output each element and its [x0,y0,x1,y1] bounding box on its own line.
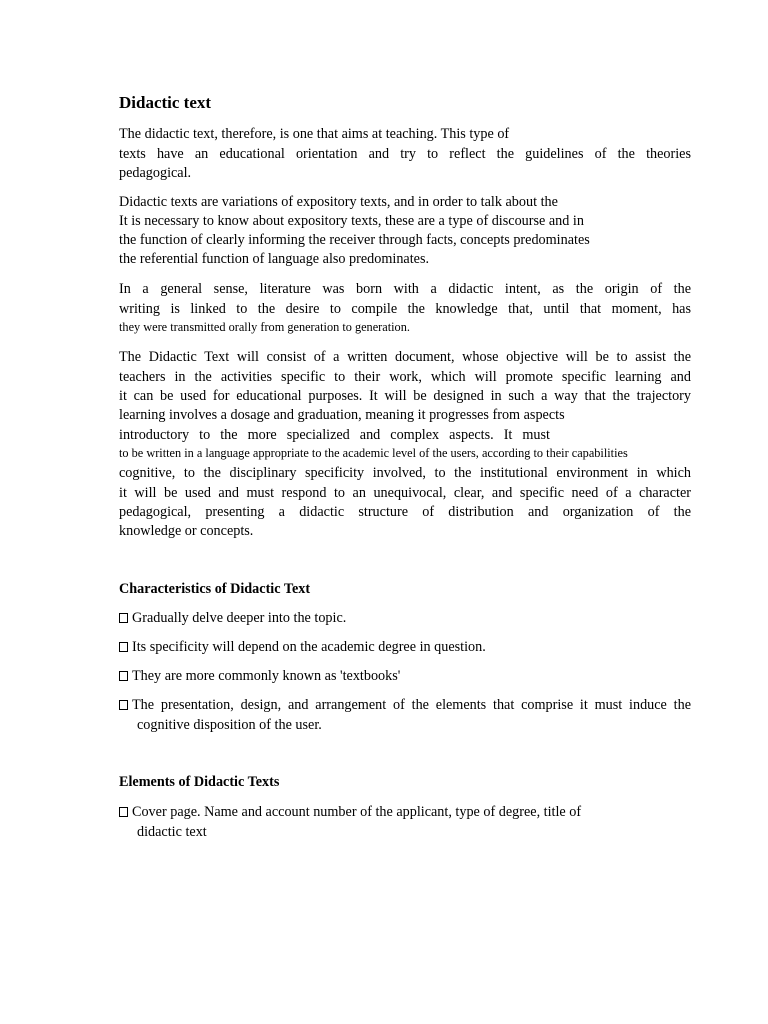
paragraph-2-line-3: the function of clearly informing the receiver through facts, concepts predominates [119,232,590,248]
paragraph-3-line-3: they were transmitted orally from generation to generation. [119,320,410,334]
list-item: The presentation, design, and arrangement of the elements that comprise it must induce the cognitive disposition of the user. [119,695,691,735]
list-item: They are more commonly known as 'textbooks' [119,666,691,686]
elements-heading: Elements of Didactic Texts [119,774,280,790]
paragraph-1-line-2: texts have an educational orientation and try to reflect the guidelines of the theories [119,146,691,162]
paragraph-4-line-9: pedagogical, presenting a didactic structure of distribution and organization of the [119,504,691,520]
paragraph-4-line-5: introductory to the more specialized and complex aspects. It must [119,427,550,443]
paragraph-2-line-2: It is necessary to know about expository texts, these are a type of discourse and in [119,213,584,229]
paragraph-3-line-2: writing is linked to the desire to compile the knowledge that, until that moment, has [119,301,691,317]
checkbox-bullet-icon [119,807,128,817]
checkbox-bullet-icon [119,613,128,623]
paragraph-4-line-4: learning involves a dosage and graduation, meaning it progresses from aspects [119,407,565,423]
list-item: Cover page. Name and account number of the applicant, type of degree, title of didactic text [119,802,691,842]
paragraph-4-line-10: knowledge or concepts. [119,523,254,539]
page-title: Didactic text [119,93,212,112]
checkbox-bullet-icon [119,671,128,681]
paragraph-4-line-1: The Didactic Text will consist of a written document, whose objective will be to assist the [119,349,691,365]
paragraph-1-line-1: The didactic text, therefore, is one that aims at teaching. This type of [119,126,510,142]
paragraph-4-line-6: to be written in a language appropriate to the academic level of the users, according to their capabilities [119,446,628,460]
checkbox-bullet-icon [119,700,128,710]
paragraph-2-line-4: the referential function of language also predominates. [119,251,430,267]
paragraph-1-line-3: pedagogical. [119,165,192,181]
paragraph-4-line-2: teachers in the activities specific to their work, which will promote specific learning and [119,369,691,385]
paragraph-4-line-7: cognitive, to the disciplinary specificity involved, to the institutional environment in which [119,465,691,481]
paragraph-3-line-1: In a general sense, literature was born with a didactic intent, as the origin of the [119,281,691,297]
list-item: Its specificity will depend on the academic degree in question. [119,637,691,657]
paragraph-4-line-3: it can be used for educational purposes. It will be designed in such a way that the trajectory [119,388,691,404]
paragraph-4-line-8: it will be used and must respond to an unequivocal, clear, and specific need of a character [119,485,691,501]
characteristics-heading: Characteristics of Didactic Text [119,581,311,597]
list-item: Gradually delve deeper into the topic. [119,608,691,628]
checkbox-bullet-icon [119,642,128,652]
paragraph-2-line-1: Didactic texts are variations of expository texts, and in order to talk about the [119,194,558,210]
